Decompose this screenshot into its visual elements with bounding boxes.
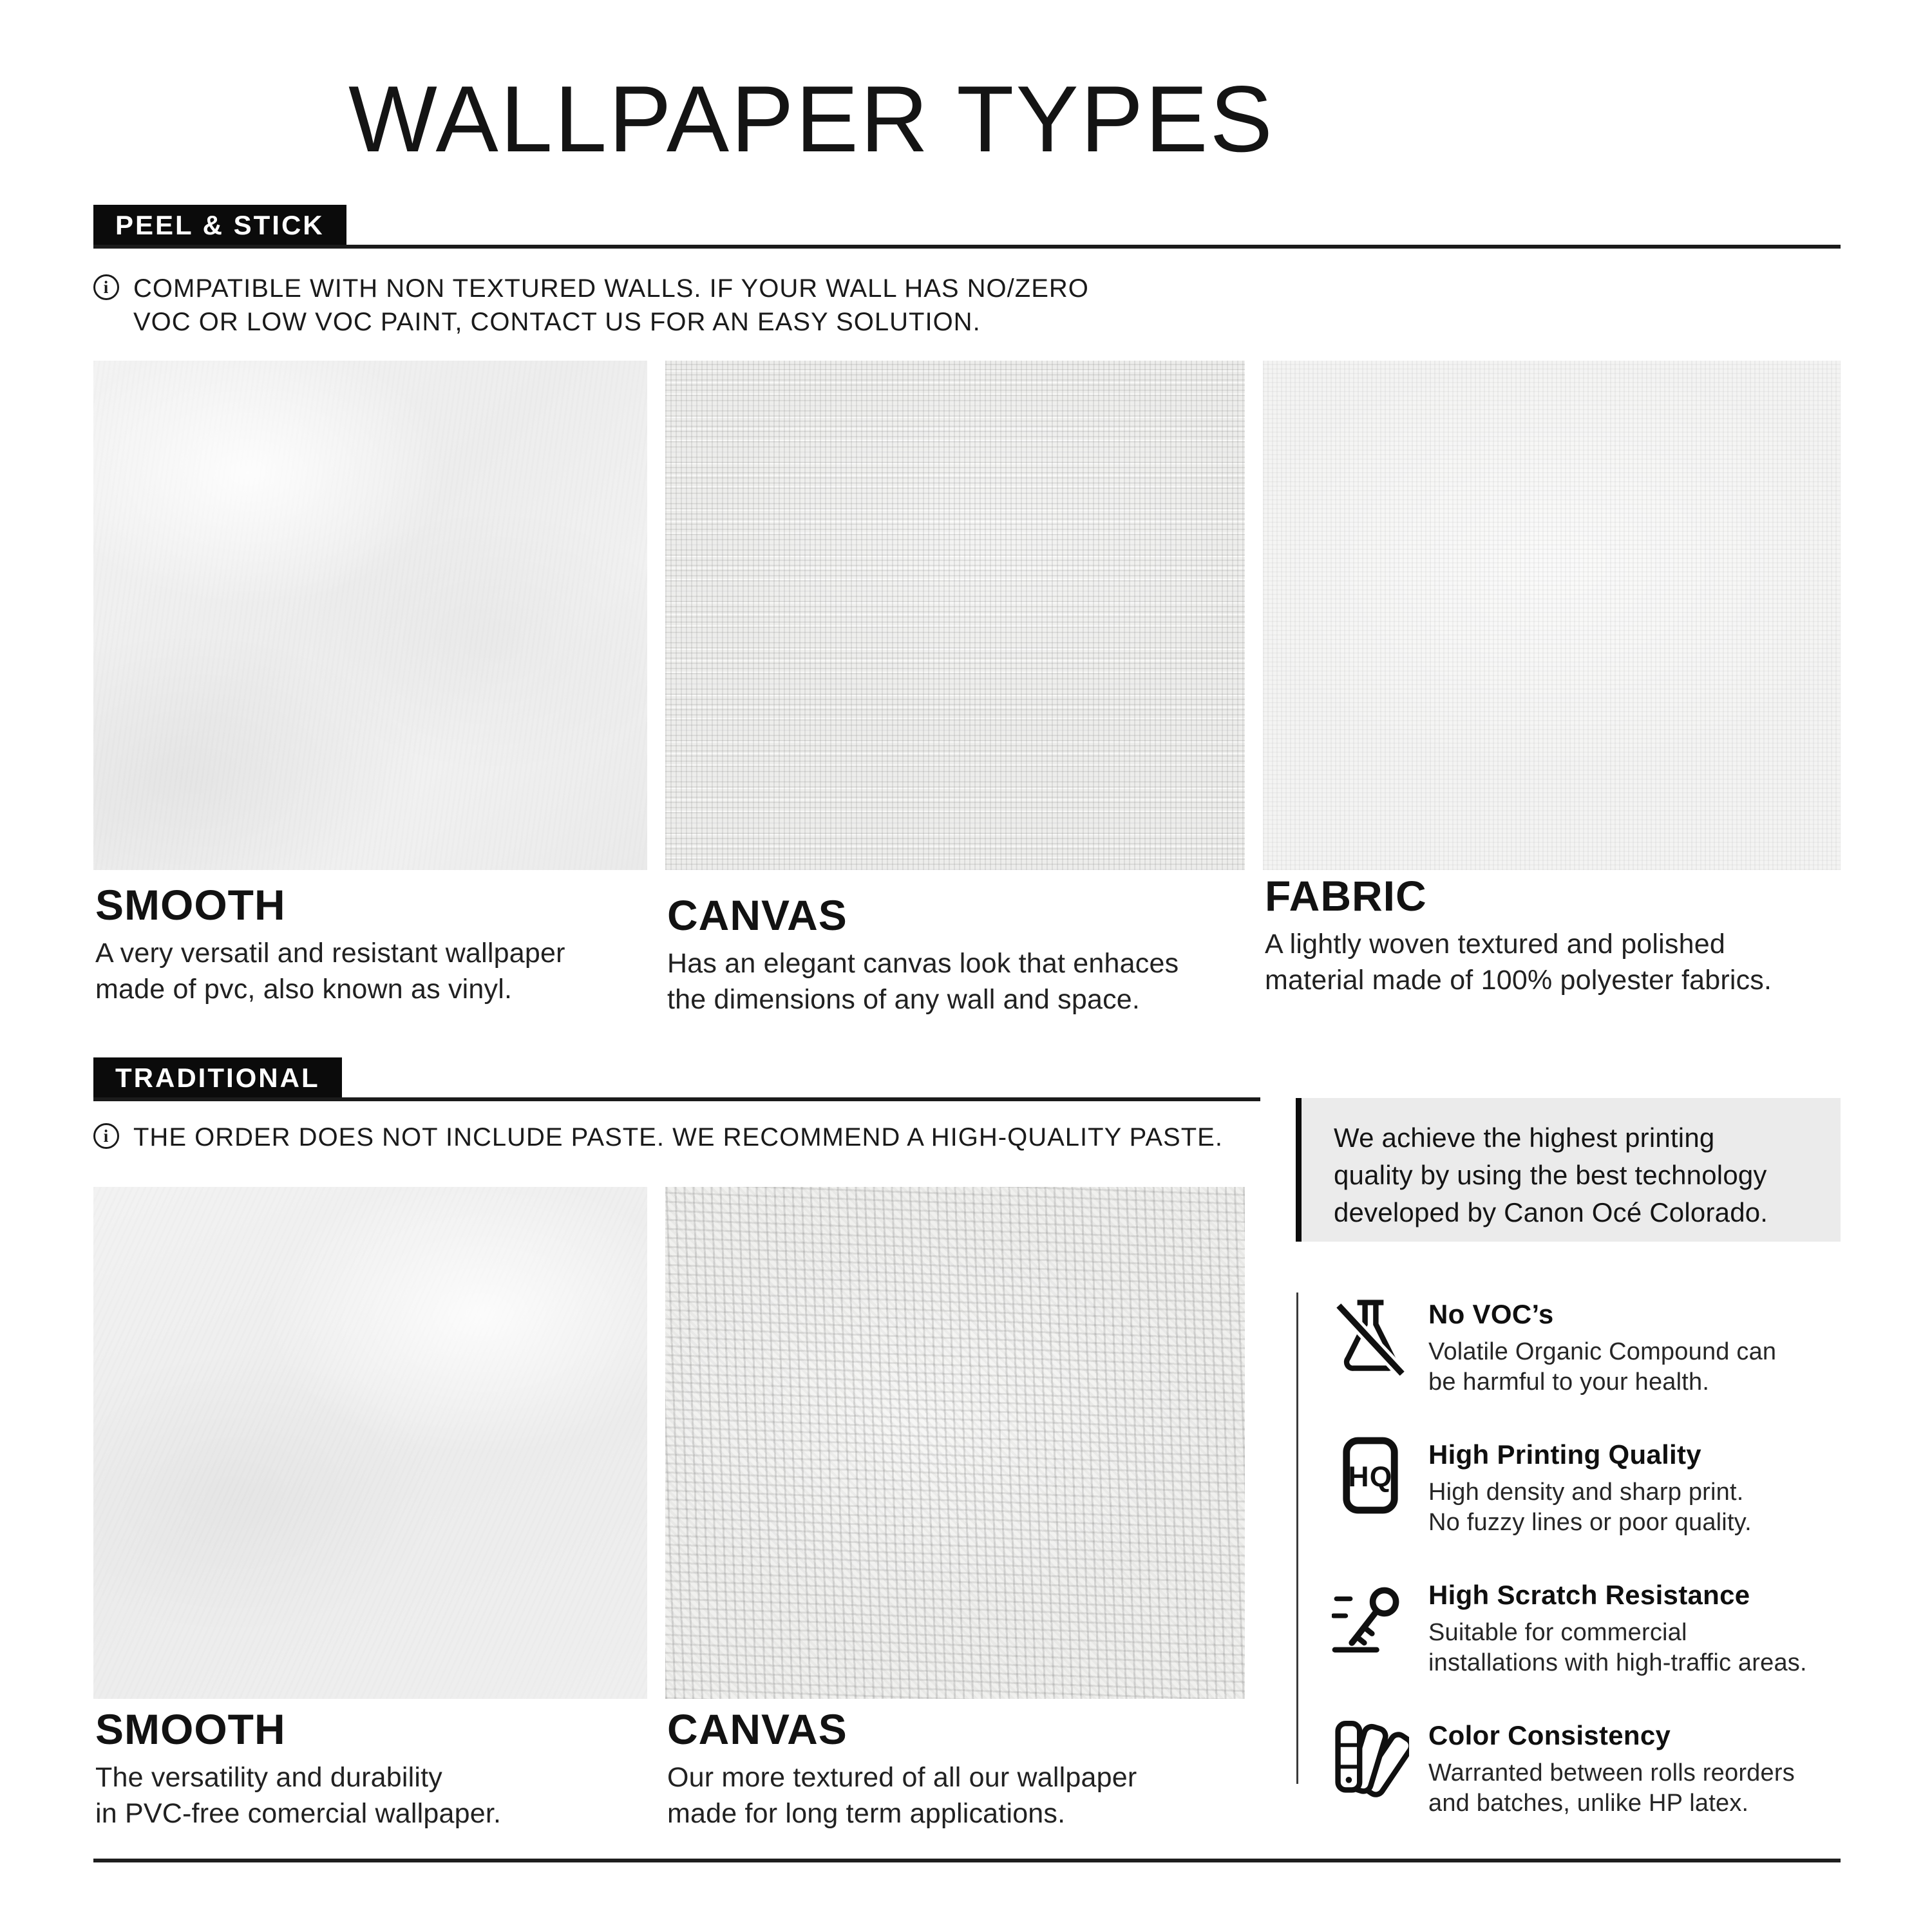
swatch-title: FABRIC bbox=[1265, 872, 1427, 920]
swatch-label-smooth-traditional bbox=[95, 1705, 656, 1832]
texture-sample-fabric-peelstick bbox=[1263, 361, 1841, 870]
info-icon: i bbox=[93, 274, 119, 300]
traditional-section-rule bbox=[93, 1057, 1260, 1101]
peel-stick-section-label: PEEL & STICK bbox=[93, 205, 346, 245]
texture-sample-smooth-peelstick bbox=[93, 361, 647, 870]
swatch-label-canvas-peelstick bbox=[667, 891, 1247, 1018]
traditional-note bbox=[93, 1121, 1223, 1154]
swatch-label-fabric-peelstick bbox=[1265, 872, 1844, 998]
bottom-divider-rule bbox=[93, 1859, 1841, 1862]
hq-badge-label: HQ bbox=[1348, 1461, 1393, 1493]
traditional-section-label: TRADITIONAL bbox=[93, 1057, 342, 1097]
page-title: WALLPAPER TYPES bbox=[348, 66, 1274, 171]
swatch-title: SMOOTH bbox=[95, 881, 286, 929]
feature-high-printing-quality bbox=[1428, 1439, 1846, 1538]
swatch-description: Our more textured of all our wallpaper made for long term applications. bbox=[667, 1762, 1137, 1829]
swatch-label-canvas-traditional bbox=[667, 1705, 1247, 1832]
feature-description: Volatile Organic Compound can be harmful to your health. bbox=[1428, 1338, 1777, 1396]
peel-stick-note bbox=[93, 272, 1089, 339]
swatch-label-smooth-peelstick bbox=[95, 881, 656, 1007]
hq-badge-icon bbox=[1332, 1434, 1409, 1517]
no-voc-flask-icon bbox=[1332, 1293, 1409, 1377]
swatch-title: CANVAS bbox=[667, 1705, 848, 1753]
scratch-resistance-key-icon bbox=[1332, 1574, 1409, 1658]
feature-no-vocs bbox=[1428, 1298, 1846, 1397]
peel-stick-section-rule bbox=[93, 205, 1841, 249]
quality-panel-accent-bar bbox=[1296, 1098, 1302, 1242]
swatch-description: The versatility and durability in PVC-free comercial wallpaper. bbox=[95, 1762, 502, 1829]
quality-statement: We achieve the highest printing quality by using the best technology developed by Canon Océ Colorado. bbox=[1302, 1098, 1841, 1242]
feature-title: High Scratch Resistance bbox=[1428, 1580, 1750, 1610]
swatch-title: CANVAS bbox=[667, 891, 848, 939]
feature-title: Color Consistency bbox=[1428, 1720, 1671, 1750]
feature-description: Suitable for commercial installations with high-traffic areas. bbox=[1428, 1619, 1807, 1676]
peel-stick-note-text: COMPATIBLE WITH NON TEXTURED WALLS. IF YOUR WALL HAS NO/ZERO VOC OR LOW VOC PAINT, CONTACT US FOR AN EASY SOLUTION. bbox=[133, 274, 1089, 336]
feature-description: Warranted between rolls reorders and batches, unlike HP latex. bbox=[1428, 1759, 1795, 1817]
color-swatches-icon bbox=[1332, 1716, 1409, 1799]
swatch-title: SMOOTH bbox=[95, 1705, 286, 1753]
texture-sample-canvas-traditional bbox=[665, 1187, 1245, 1699]
info-icon: i bbox=[93, 1123, 119, 1149]
features-divider-line bbox=[1296, 1293, 1298, 1784]
swatch-description: A lightly woven textured and polished material made of 100% polyester fabrics. bbox=[1265, 929, 1772, 996]
traditional-note-text: THE ORDER DOES NOT INCLUDE PASTE. WE RECOMMEND A HIGH-QUALITY PASTE. bbox=[133, 1123, 1223, 1151]
feature-title: High Printing Quality bbox=[1428, 1439, 1701, 1470]
feature-title: No VOC’s bbox=[1428, 1299, 1554, 1329]
swatch-description: A very versatil and resistant wallpaper made of pvc, also known as vinyl. bbox=[95, 938, 565, 1005]
feature-description: High density and sharp print. No fuzzy lines or poor quality. bbox=[1428, 1479, 1752, 1536]
swatch-description: Has an elegant canvas look that enhaces the dimensions of any wall and space. bbox=[667, 948, 1179, 1015]
texture-sample-smooth-traditional bbox=[93, 1187, 647, 1699]
feature-high-scratch-resistance bbox=[1428, 1579, 1846, 1678]
feature-color-consistency bbox=[1428, 1719, 1846, 1819]
texture-sample-canvas-peelstick bbox=[665, 361, 1245, 870]
